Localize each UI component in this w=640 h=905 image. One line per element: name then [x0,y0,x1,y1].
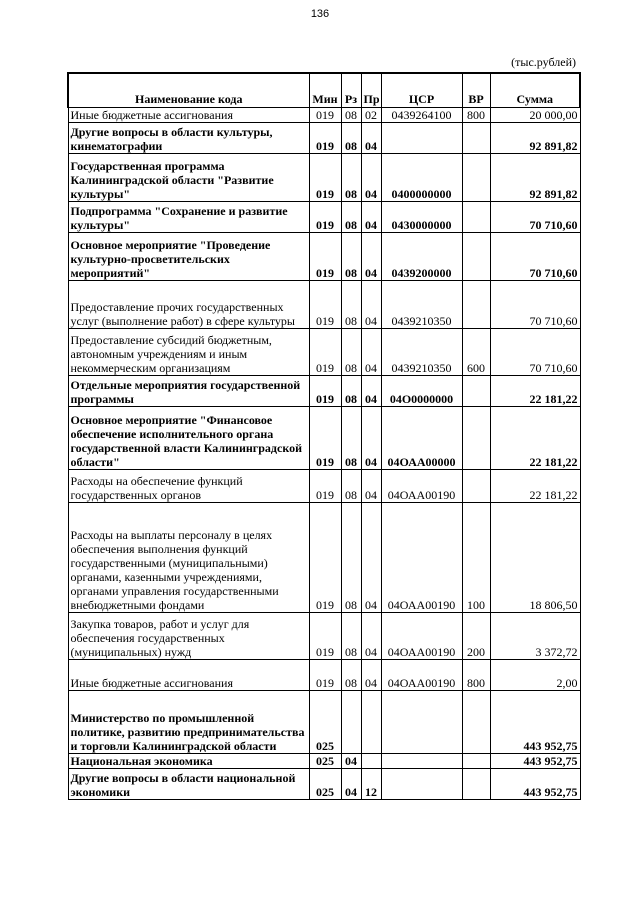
header-csr: ЦСР [381,73,462,108]
table-row [68,407,580,470]
row-csr: 0439200000 [381,233,462,281]
row-vr [462,769,490,800]
row-rz: 08 [341,470,361,503]
row-sum: 22 181,22 [490,376,580,407]
header-pr: Пр [361,73,381,108]
row-csr: 04ОАА00190 [381,613,462,660]
row-vr [462,202,490,233]
row-vr [462,123,490,154]
row-csr: 04О0000000 [381,376,462,407]
row-pr: 12 [361,769,381,800]
table-row [68,376,580,407]
row-vr [462,154,490,202]
row-name: Предоставление субсидий бюджетным, автономным учреждениям и иным некоммерческим организациям [68,329,309,376]
row-min: 025 [309,769,341,800]
row-name: Расходы на выплаты персоналу в целях обеспечения выполнения функций государственными (муниципальными) органами, казенными учреждениями, органами управления государственными внебюджетными фондами [68,503,309,613]
header-vr: ВР [462,73,490,108]
table-row [68,329,580,376]
row-csr: 04ОАА00190 [381,503,462,613]
row-vr: 600 [462,329,490,376]
row-vr: 800 [462,660,490,691]
row-csr: 0400000000 [381,154,462,202]
row-pr: 04 [361,123,381,154]
row-sum: 18 806,50 [490,503,580,613]
row-vr: 800 [462,108,490,123]
table-row [68,691,580,754]
row-sum: 92 891,82 [490,123,580,154]
row-rz: 04 [341,754,361,769]
row-sum: 2,00 [490,660,580,691]
row-sum: 3 372,72 [490,613,580,660]
table-row [68,754,580,769]
table-row [68,769,580,800]
row-rz: 08 [341,281,361,329]
row-pr: 04 [361,281,381,329]
table-row [68,108,580,123]
row-name: Другие вопросы в области национальной экономики [68,769,309,800]
row-rz: 08 [341,407,361,470]
row-name: Иные бюджетные ассигнования [68,660,309,691]
row-sum: 443 952,75 [490,754,580,769]
row-rz: 08 [341,613,361,660]
row-vr: 200 [462,613,490,660]
row-sum: 70 710,60 [490,329,580,376]
table-row [68,154,580,202]
row-pr [361,754,381,769]
row-min: 025 [309,754,341,769]
row-sum: 70 710,60 [490,281,580,329]
row-min: 019 [309,202,341,233]
row-rz: 08 [341,503,361,613]
row-csr: 04ОАА00190 [381,470,462,503]
row-min: 019 [309,407,341,470]
row-name: Основное мероприятие "Проведение культурно-просветительских мероприятий" [68,233,309,281]
table-row [68,233,580,281]
row-vr [462,281,490,329]
row-name: Подпрограмма "Сохранение и развитие культуры" [68,202,309,233]
row-vr [462,754,490,769]
header-min: Мин [309,73,341,108]
row-vr [462,376,490,407]
table-row [68,613,580,660]
row-csr: 04ОАА00000 [381,407,462,470]
row-name: Министерство по промышленной политике, развитию предпринимательства и торговли Калининградской области [68,691,309,754]
budget-table [67,72,581,800]
table-row [68,202,580,233]
row-rz: 08 [341,108,361,123]
table-row [68,123,580,154]
row-min: 019 [309,470,341,503]
row-csr: 0439264100 [381,108,462,123]
row-vr [462,691,490,754]
row-min: 019 [309,281,341,329]
row-pr: 04 [361,154,381,202]
row-pr: 04 [361,202,381,233]
row-name: Отдельные мероприятия государственной программы [68,376,309,407]
table-header-row [68,73,580,108]
header-sum: Сумма [490,73,580,108]
table-row [68,470,580,503]
row-name: Основное мероприятие "Финансовое обеспечение исполнительного органа государственной власти Калининградской области" [68,407,309,470]
row-min: 019 [309,660,341,691]
row-name: Национальная экономика [68,754,309,769]
row-vr [462,470,490,503]
row-rz: 08 [341,123,361,154]
row-min: 019 [309,233,341,281]
header-rz: Рз [341,73,361,108]
row-vr: 100 [462,503,490,613]
row-pr: 04 [361,233,381,281]
row-csr: 0439210350 [381,329,462,376]
row-min: 025 [309,691,341,754]
row-sum: 22 181,22 [490,470,580,503]
row-min: 019 [309,154,341,202]
row-name: Предоставление прочих государственных услуг (выполнение работ) в сфере культуры [68,281,309,329]
header-name: Наименование кода [68,73,309,108]
row-vr [462,407,490,470]
row-pr: 04 [361,613,381,660]
row-csr [381,754,462,769]
row-name: Закупка товаров, работ и услуг для обеспечения государственных (муниципальных) нужд [68,613,309,660]
row-pr: 04 [361,329,381,376]
row-name: Другие вопросы в области культуры, кинематографии [68,123,309,154]
row-pr: 02 [361,108,381,123]
row-sum: 22 181,22 [490,407,580,470]
row-sum: 70 710,60 [490,233,580,281]
row-csr: 0439210350 [381,281,462,329]
row-rz: 08 [341,154,361,202]
row-sum: 70 710,60 [490,202,580,233]
table-row [68,281,580,329]
row-sum: 443 952,75 [490,691,580,754]
row-sum: 92 891,82 [490,154,580,202]
row-min: 019 [309,503,341,613]
row-pr: 04 [361,503,381,613]
row-rz [341,691,361,754]
units-label: (тыс.рублей) [511,55,576,69]
row-rz: 08 [341,660,361,691]
row-csr [381,691,462,754]
row-rz: 08 [341,329,361,376]
row-csr [381,769,462,800]
row-csr: 0430000000 [381,202,462,233]
row-pr: 04 [361,660,381,691]
row-min: 019 [309,108,341,123]
row-sum: 443 952,75 [490,769,580,800]
row-name: Иные бюджетные ассигнования [68,108,309,123]
row-csr [381,123,462,154]
row-name: Государственная программа Калининградской области "Развитие культуры" [68,154,309,202]
row-pr: 04 [361,407,381,470]
row-rz: 08 [341,233,361,281]
row-min: 019 [309,329,341,376]
row-rz: 08 [341,376,361,407]
row-rz: 04 [341,769,361,800]
page-number: 136 [310,8,330,20]
row-min: 019 [309,123,341,154]
row-sum: 20 000,00 [490,108,580,123]
row-name: Расходы на обеспечение функций государственных органов [68,470,309,503]
table-row [68,660,580,691]
row-pr [361,691,381,754]
row-pr: 04 [361,376,381,407]
row-rz: 08 [341,202,361,233]
row-min: 019 [309,376,341,407]
row-csr: 04ОАА00190 [381,660,462,691]
row-min: 019 [309,613,341,660]
row-pr: 04 [361,470,381,503]
table-row [68,503,580,613]
row-vr [462,233,490,281]
